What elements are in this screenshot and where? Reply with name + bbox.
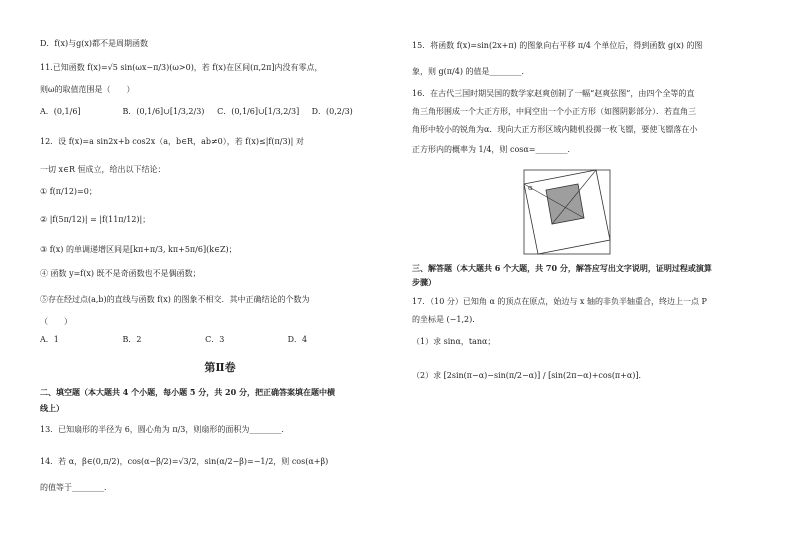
q13-text: 13．已知扇形的半径为 6，圆心角为 π/3，则扇形的面积为________． [40, 425, 290, 434]
q14-line2: 的值等于________． [40, 483, 112, 492]
q14-line1: 14．若 α，β∈(0,π/2)，cos(α−β/2)=√3/2，sin(α/2−β)=−1/2，则 cos(α+β) [40, 457, 329, 466]
q11-options [40, 106, 382, 118]
solve-section-heading-line2: 步骤） [412, 277, 436, 287]
q12-stem-line1: 12．设 f(x)=a sin2x+b cos2x（a，b∈R，ab≠0），若 f(x)≤|f(π/3)| 对 [40, 137, 304, 146]
q11-option-c: C．(0,1/6]∪[1/3,2/3] [217, 107, 300, 116]
fig-alpha-label: α [528, 184, 533, 192]
q12-option-b: B．2 [122, 335, 142, 344]
q17-part1: （1）求 sinα，tanα； [412, 337, 496, 346]
zhao-shuang-diagram [522, 168, 612, 256]
q11-stem-line2: 则ω的取值范围是（ ） [40, 85, 135, 94]
right-column [412, 0, 772, 560]
q12-option-d: D．4 [287, 335, 308, 344]
q16-line2: 角三角形围成一个大正方形，中间空出一个小正方形（如图阴影部分）．若直角三 [412, 107, 696, 116]
q16-line4: 正方形内的概率为 1/4，则 cosα=________． [412, 145, 576, 154]
q12-conclusion-2: ② |f(5π/12)| = |f(11π/12)|； [40, 215, 151, 224]
q12-stem-line2: 一切 x∈R 恒成立，给出以下结论： [40, 165, 166, 174]
section-2-title: 第Ⅱ卷 [204, 361, 236, 374]
q10-option-d: D．f(x)与g(x)都不是周期函数 [40, 39, 149, 48]
q12-conclusion-4: ④ 函数 y=f(x) 既不是奇函数也不是偶函数； [40, 269, 201, 278]
q11-option-a: A．(0,1/6] [40, 107, 81, 116]
q12-conclusion-1: ① f(π/12)=0； [40, 187, 97, 196]
q11-stem-line1: 11.已知函数 f(x)=√5 sin(ωx−π/3)(ω>0)，若 f(x)在区间(π,2π]内没有零点， [40, 63, 323, 72]
q12-options [40, 334, 348, 346]
q12-conclusion-5: ⑤存在经过点(a,b)的直线与函数 f(x) 的图象不相交．其中正确结论的个数为 [40, 295, 310, 304]
q15-line2: 象，则 g(π/4) 的值是________． [412, 67, 530, 76]
left-column [40, 0, 400, 560]
q11-option-d: D．(0,2/3) [311, 107, 353, 116]
q12-option-c: C．3 [205, 335, 225, 344]
q12-option-a: A．1 [40, 335, 59, 344]
q12-paren: （ ） [40, 317, 72, 326]
q11-option-b: B．(0,1/6]∪[1/3,2/3) [122, 107, 205, 116]
q12-conclusion-3: ③ f(x) 的单调递增区间是[kπ+π/3, kπ+5π/6](k∈Z)； [40, 245, 237, 254]
q15-line1: 15．将函数 f(x)=sin(2x+π) 的图象向右平移 π/4 个单位后，得到函数 g(x) 的图 [412, 41, 703, 50]
fill-section-heading-line2: 线上） [40, 403, 64, 413]
q16-line1: 16．在古代三国时期吴国的数学家赵爽创制了一幅“赵爽弦图”，由四个全等的直 [412, 89, 695, 98]
q16-line3: 角形中较小的锐角为α．现向大正方形区域内随机投掷一枚飞镖，要使飞镖落在小 [412, 125, 698, 134]
q17-part2: （2）求 [2sin(π−α)−sin(π/2−α)] / [sin(2π−α)+cos(π+α)]． [412, 371, 647, 380]
q17-line1: 17．（10 分）已知角 α 的顶点在原点，始边与 x 轴的非负半轴重合，终边上一点 P [412, 297, 707, 306]
fill-section-heading-line1: 二、填空题（本大题共 4 个小题，每小题 5 分，共 20 分，把正确答案填在题中横 [40, 387, 335, 397]
q17-line2: 的坐标是 (−1,2)． [412, 315, 481, 324]
solve-section-heading-line1: 三、解答题（本大题共 6 个大题，共 70 分，解答应写出文字说明，证明过程或演算 [412, 263, 712, 273]
